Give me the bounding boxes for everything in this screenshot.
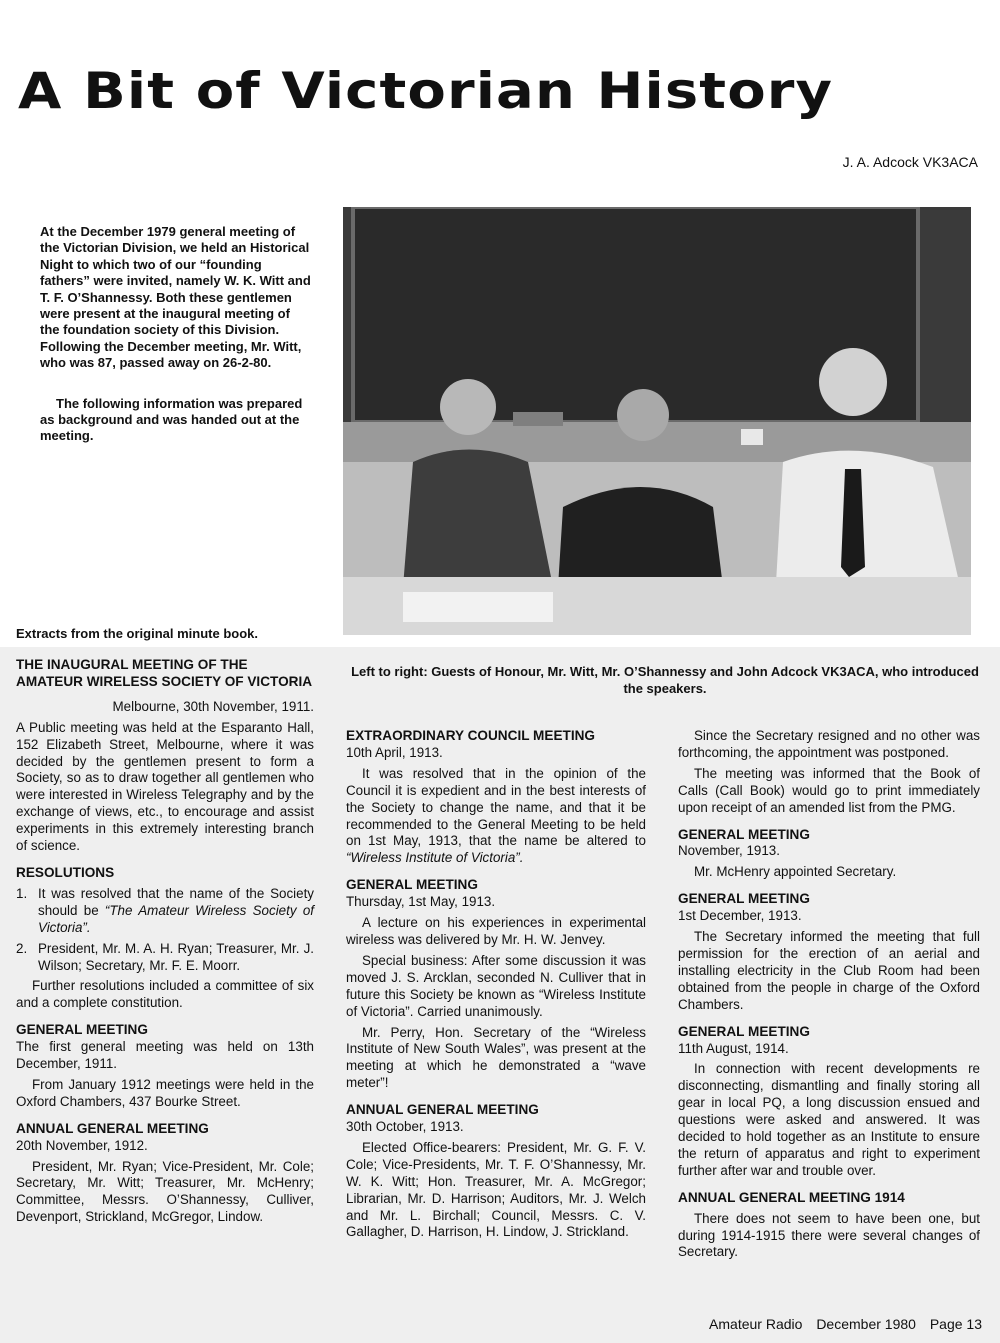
section-heading: GENERAL MEETING <box>16 1022 148 1038</box>
section-heading: GENERAL MEETING <box>678 826 810 842</box>
section-heading: GENERAL MEETING <box>678 891 810 907</box>
meeting-date: 10th April, 1913. <box>346 744 443 760</box>
paragraph: President, Mr. Ryan; Vice-President, Mr. Cole; Secretary, Mr. Witt; Treasurer, Mr. McHenry; Committee, Messrs. O’Shannessy, Culliver, Devenport, Strickland, McGregor, Lindow. <box>16 1158 314 1225</box>
page-title: A Bit of Victorian History <box>18 62 834 120</box>
section-heading: ANNUAL GENERAL MEETING <box>346 1102 539 1118</box>
issue-date: December 1980 <box>816 1316 916 1332</box>
paragraph: The meeting was informed that the Book of Calls (Call Book) would go to print immediately upon receipt of an amended list from the PMG. <box>678 765 980 815</box>
society-name: “The Amateur Wireless Society of Victoria”. <box>38 902 314 935</box>
meeting-date: 1st December, 1913. <box>678 908 802 924</box>
paragraph: Further resolutions included a committee of six and a complete constitution. <box>16 978 314 1011</box>
section-heading: GENERAL MEETING <box>346 877 478 893</box>
list-number: 1. <box>16 885 28 901</box>
list-text: It was resolved that the name of the Society should be <box>38 885 314 918</box>
resolutions-list <box>16 886 314 975</box>
institute-name: “Wireless Institute of Victoria”. <box>346 850 524 866</box>
column-middle <box>346 728 646 1241</box>
paragraph: From January 1912 meetings were held in the Oxford Chambers, 437 Bourke Street. <box>16 1076 314 1109</box>
paragraph: Mr. McHenry appointed Secretary. <box>694 864 897 880</box>
meeting-date: Thursday, 1st May, 1913. <box>346 894 496 910</box>
paragraph: Since the Secretary resigned and no other was forthcoming, the appointment was postponed. <box>678 728 980 760</box>
section-heading: ANNUAL GENERAL MEETING 1914 <box>678 1189 905 1205</box>
list-text: President, Mr. M. A. H. Ryan; Treasurer, Mr. J. Wilson; Secretary, Mr. F. E. Moorr. <box>38 940 314 973</box>
paragraph: There does not seem to have been one, but during 1914-1915 there were several changes of Secretary. <box>678 1210 980 1260</box>
intro-paragraph: The following information was prepared as background and was handed out at the meeting. <box>40 395 303 444</box>
author-byline: J. A. Adcock VK3ACA <box>842 154 978 170</box>
section-heading: RESOLUTIONS <box>16 864 115 880</box>
paragraph-text: It was resolved that in the opinion of the Council it is expedient and in the best interests of the Society to change the name, and that it be recommended to the General Meeting to be held on 1st May, 1913, that the name be altered to <box>346 765 646 849</box>
paragraph: A lecture on his experiences in experimental wireless was delivered by Mr. H. W. Jenvey. <box>346 915 646 947</box>
paragraph: In connection with recent developments re disconnecting, dismantling and finally storing all gear in local PQ, a long discussion ensued and questions were asked and answered. It was decided to hold together as an Institute to ensure the return of apparatus and right to experiment further after war and trouble over. <box>678 1061 980 1178</box>
page-number: Page 13 <box>929 1316 982 1332</box>
extracts-label: Extracts from the original minute book. <box>16 626 258 641</box>
intro-text <box>40 224 312 445</box>
paragraph: The Secretary informed the meeting that full permission for the erection of an aerial and installing electricity in the Club Room had been obtained from the people in charge of the Oxford Chambers. <box>678 929 980 1012</box>
intro-paragraph: At the December 1979 general meeting of the Victorian Division, we held an Historical Night to which two of our “founding fathers” were invited, namely W. K. Witt and T. F. O’Shannessy. Both these gentlemen were present at the inaugural meeting of the foundation society of this Division. Following the December meeting, Mr. Witt, who was 87, passed away on 26-2-80. <box>40 224 311 371</box>
photo-illustration <box>343 207 971 635</box>
paragraph <box>346 766 646 867</box>
photo-caption: Left to right: Guests of Honour, Mr. Witt, Mr. O’Shannessy and John Adcock VK3ACA, who introduced the speakers. <box>351 664 979 696</box>
page-footer <box>709 1316 982 1332</box>
paragraph: The first general meeting was held on 13th December, 1911. <box>16 1039 314 1072</box>
list-item <box>16 941 314 975</box>
paragraph: Mr. Perry, Hon. Secretary of the “Wireless Institute of New South Wales”, was present at the meeting at which he demonstrated a “wave meter”! <box>346 1024 646 1091</box>
paragraph: Elected Office-bearers: President, Mr. G. F. V. Cole; Vice-Presidents, Mr. T. F. O’Shannessy, Mr. W. K. Witt; Hon. Treasurer, Mr. A. McGregor; Librarian, Mr. D. Harrison; Auditors, Mr. J. Welch and Mr. L. Birchall; Council, Messrs. C. V. Gallagher, D. Harrison, H. Lindow, J. Strickland. <box>346 1139 646 1240</box>
dateline: Melbourne, 30th November, 1911. <box>112 698 314 714</box>
section-heading: EXTRAORDINARY COUNCIL MEETING <box>346 728 595 743</box>
meeting-date: November, 1913. <box>678 843 780 859</box>
list-number: 2. <box>16 940 28 956</box>
magazine-name: Amateur Radio <box>709 1316 803 1332</box>
section-heading: GENERAL MEETING <box>678 1023 810 1039</box>
meeting-photo <box>343 207 971 635</box>
paragraph: A Public meeting was held at the Esparanto Hall, 152 Elizabeth Street, Melbourne, where it was decided by the gentlemen present to form a Society, so as to draw together all gentlemen who were interested in Wireless Telegraphy and by the exchange of views, etc., to encourage and assist experiments in this extremely interesting branch of science. <box>16 719 314 854</box>
paragraph: Special business: After some discussion it was moved J. S. Arcklan, seconded N. Culliver that in future this Society be known as “Wireless Institute of Victoria”. Carried unanimously. <box>346 952 646 1019</box>
section-heading: ANNUAL GENERAL MEETING <box>16 1120 209 1136</box>
meeting-date: 11th August, 1914. <box>678 1040 789 1056</box>
meeting-date: 30th October, 1913. <box>346 1119 464 1135</box>
list-item <box>16 886 314 937</box>
section-heading: THE INAUGURAL MEETING OF THE AMATEUR WIRELESS SOCIETY OF VICTORIA <box>16 657 313 689</box>
column-left <box>16 657 314 1226</box>
column-right <box>678 728 980 1261</box>
meeting-date: 20th November, 1912. <box>16 1137 148 1153</box>
